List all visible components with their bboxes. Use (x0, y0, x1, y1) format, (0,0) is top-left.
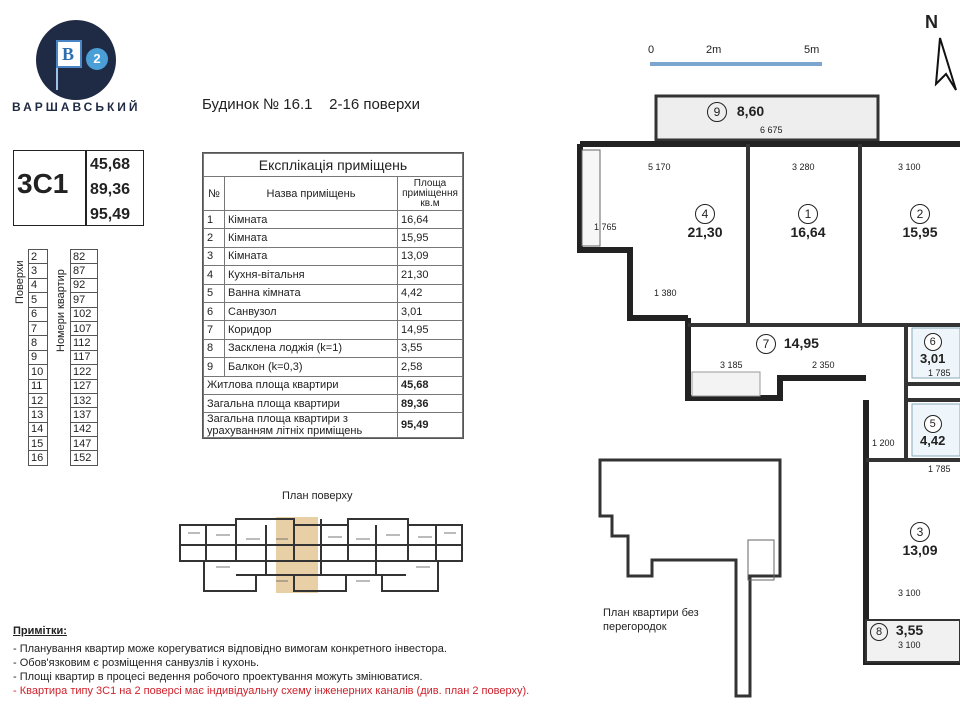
floor-number: 2 (29, 250, 48, 264)
room-4-dim-kitchen: 1 765 (594, 222, 617, 232)
floor-number: 5 (29, 293, 48, 307)
floors-label: Поверхи (14, 260, 26, 304)
explication-name: Кімната (225, 229, 398, 247)
explication-row (204, 339, 463, 357)
explication-row (204, 358, 463, 376)
room-5-area: 4,42 (920, 433, 946, 448)
explication-name: Коридор (225, 321, 398, 339)
apartment-number: 137 (71, 408, 98, 422)
floor-spacer (48, 451, 71, 465)
room-6-dim: 1 785 (928, 368, 951, 378)
open-plan-label: План квартири без перегородок (603, 607, 699, 633)
note-item: - Планування квартир може корегуватися відповідно вимогам конкретного інвестора. (13, 643, 447, 655)
explication-no: 6 (204, 302, 225, 320)
room-9-dim: 6 675 (760, 125, 783, 135)
floor-row (29, 365, 98, 379)
room-9-label (707, 102, 764, 122)
floor-number: 4 (29, 278, 48, 292)
room-7-dim-left: 3 185 (720, 360, 743, 370)
room-4-label (686, 204, 724, 240)
building-floors: 2-16 поверхи (329, 96, 420, 113)
total-name: Загальна площа квартири (204, 394, 398, 412)
room-7-number: 7 (756, 334, 776, 354)
explication-area: 3,55 (398, 339, 463, 357)
floor-number: 7 (29, 321, 48, 335)
highlighted-apartment (276, 517, 318, 593)
room-3-number: 3 (910, 522, 930, 542)
apt-numbers-label: Номери квартир (55, 269, 67, 352)
room-6-number: 6 (924, 333, 942, 351)
room-7-dim-right: 2 350 (812, 360, 835, 370)
explication-area: 16,64 (398, 211, 463, 229)
floor-row (29, 408, 98, 422)
explication-name: Кімната (225, 247, 398, 265)
explication-row (204, 284, 463, 302)
floor-number: 3 (29, 264, 48, 278)
note-item: - Обов'язковим є розміщення санвузлів і кухонь. (13, 657, 260, 669)
apartment-number: 142 (71, 422, 98, 436)
room-1-number: 1 (798, 204, 818, 224)
room-9-number: 9 (707, 102, 727, 122)
apartment-number: 92 (71, 278, 98, 292)
explication-row (204, 302, 463, 320)
explication-no: 1 (204, 211, 225, 229)
explication-total-row (204, 376, 463, 394)
logo-letter: В (62, 44, 75, 64)
apartment-number: 107 (71, 321, 98, 335)
room-3-label (898, 522, 942, 558)
floor-spacer (48, 365, 71, 379)
floors-label-wrap (14, 252, 26, 318)
explication-no: 8 (204, 339, 225, 357)
floor-row (29, 264, 98, 278)
floor-number: 10 (29, 365, 48, 379)
room-6-label (920, 332, 945, 366)
room-9-area: 8,60 (736, 103, 765, 119)
floor-row (29, 336, 98, 350)
floor-row (29, 250, 98, 264)
apartment-areas (90, 152, 130, 227)
total-area: 45,68 (398, 376, 463, 394)
floor-row (29, 307, 98, 321)
floor-row (29, 451, 98, 465)
explication-no: 2 (204, 229, 225, 247)
floor-spacer (48, 437, 71, 451)
floor-row (29, 321, 98, 335)
floor-spacer (48, 293, 71, 307)
floor-spacer (48, 350, 71, 364)
room-3-area: 13,09 (902, 542, 938, 558)
floor-number: 11 (29, 379, 48, 393)
explication-area: 2,58 (398, 358, 463, 376)
floor-number: 14 (29, 422, 48, 436)
building-number: Будинок № 16.1 (202, 96, 313, 113)
explication-name: Кімната (225, 211, 398, 229)
room-1-dim-width: 3 280 (792, 162, 815, 172)
floor-row (29, 379, 98, 393)
room-5-number: 5 (924, 415, 942, 433)
room-8-area: 3,55 (895, 622, 924, 638)
floor-row (29, 278, 98, 292)
total-name: Загальна площа квартири з урахуванням літніх приміщень (204, 413, 398, 438)
floor-plan-title: План поверху (282, 490, 353, 502)
total-area: 89,36 (398, 394, 463, 412)
apartment-number: 147 (71, 437, 98, 451)
explication-name: Кухня-вітальня (225, 266, 398, 284)
floor-spacer (48, 264, 71, 278)
explication-area: 13,09 (398, 247, 463, 265)
floor-number: 9 (29, 350, 48, 364)
room-1-area: 16,64 (790, 224, 826, 240)
floor-spacer (48, 393, 71, 407)
room-1-label (786, 204, 830, 240)
apartment-number: 152 (71, 451, 98, 465)
scale-label-0: 0 (648, 44, 655, 56)
floor-spacer (48, 379, 71, 393)
floor-row (29, 293, 98, 307)
apartment-number: 117 (71, 350, 98, 364)
north-label: N (925, 12, 938, 32)
explication-no: 5 (204, 284, 225, 302)
floor-number: 6 (29, 307, 48, 321)
building-title (202, 96, 420, 113)
explication-area: 3,01 (398, 302, 463, 320)
room-5-label (920, 414, 945, 448)
floor-plan-thumbnail (176, 515, 466, 595)
explication-no: 7 (204, 321, 225, 339)
room-2-dim-width: 3 100 (898, 162, 921, 172)
apartment-number: 112 (71, 336, 98, 350)
floor-spacer (48, 336, 71, 350)
floor-row (29, 393, 98, 407)
room-5-dim: 1 200 (872, 438, 895, 448)
explication-area: 21,30 (398, 266, 463, 284)
note-warning: - Квартира типу 3С1 на 2 поверсі має індивідуальну схему інженерних каналів (див. план 2 поверху). (13, 685, 530, 697)
notes (13, 624, 529, 698)
explication-area: 15,95 (398, 229, 463, 247)
floor-number: 15 (29, 437, 48, 451)
room-2-label (898, 204, 942, 240)
floor-spacer (48, 408, 71, 422)
scale-label-2m: 2m (706, 44, 722, 56)
apartment-number: 122 (71, 365, 98, 379)
logo-digit: 2 (86, 48, 108, 70)
open-plan-stair (748, 540, 774, 580)
room-3-dim-width: 3 100 (898, 588, 921, 598)
notes-title: Примітки: (13, 625, 67, 637)
room-4-dim-depth: 1 380 (654, 288, 677, 298)
explication-table (202, 152, 464, 439)
col-area-header: Площа приміщення кв.м (398, 177, 463, 211)
apartment-number: 132 (71, 393, 98, 407)
corridor-wardrobe (692, 372, 760, 396)
room-5-dim-width: 1 785 (928, 464, 951, 474)
scale-label-5m: 5m (804, 44, 820, 56)
floor-number: 13 (29, 408, 48, 422)
apartment-type: 3С1 (17, 168, 69, 199)
explication-no: 4 (204, 266, 225, 284)
room-2-area: 15,95 (902, 224, 938, 240)
area-living: 45,68 (90, 156, 131, 173)
explication-area: 14,95 (398, 321, 463, 339)
type-box-divider (85, 150, 87, 226)
area-total-summer: 95,49 (90, 206, 131, 223)
col-name-header: Назва приміщень (225, 177, 398, 211)
room-4-area: 21,30 (687, 224, 723, 240)
explication-name: Засклена лоджія (k=1) (225, 339, 398, 357)
apartment-number: 97 (71, 293, 98, 307)
room-4-number: 4 (695, 204, 715, 224)
room-2-number: 2 (910, 204, 930, 224)
explication-no: 9 (204, 358, 225, 376)
note-item: - Площі квартир в процесі ведення робочого проектування можуть змінюватися. (13, 671, 423, 683)
apartment-number: 82 (71, 250, 98, 264)
explication-row (204, 247, 463, 265)
floor-number: 12 (29, 393, 48, 407)
room-7-area: 14,95 (783, 335, 819, 351)
explication-area: 4,42 (398, 284, 463, 302)
room-4-dim-width: 5 170 (648, 162, 671, 172)
explication-total-row (204, 413, 463, 438)
explication-row (204, 266, 463, 284)
floor-number: 8 (29, 336, 48, 350)
explication-row (204, 229, 463, 247)
room-8-label (870, 622, 923, 641)
room-8-number: 8 (870, 623, 888, 641)
room-8-dim: 3 100 (898, 640, 921, 650)
floor-spacer (48, 250, 71, 264)
room-7-label (756, 334, 819, 354)
floor-spacer (48, 321, 71, 335)
total-name: Житлова площа квартири (204, 376, 398, 394)
apartment-number: 127 (71, 379, 98, 393)
explication-name: Балкон (k=0,3) (225, 358, 398, 376)
apartment-number: 102 (71, 307, 98, 321)
floor-number: 16 (29, 451, 48, 465)
explication-total-row (204, 394, 463, 412)
explication-name: Санвузол (225, 302, 398, 320)
floors-table (28, 249, 98, 466)
floor-spacer (48, 422, 71, 436)
explication-no: 3 (204, 247, 225, 265)
room-6-area: 3,01 (920, 351, 946, 366)
area-total: 89,36 (90, 181, 131, 198)
floor-row (29, 350, 98, 364)
floor-spacer (48, 307, 71, 321)
explication-row (204, 321, 463, 339)
brand-name: ВАРШАВСЬКИЙ (12, 100, 141, 114)
explication-title: Експлікація приміщень (204, 154, 463, 177)
apartment-number: 87 (71, 264, 98, 278)
explication-name: Ванна кімната (225, 284, 398, 302)
floor-spacer (48, 278, 71, 292)
floor-row (29, 437, 98, 451)
explication-row (204, 211, 463, 229)
col-no-header: № (204, 177, 225, 211)
total-area: 95,49 (398, 413, 463, 438)
floor-row (29, 422, 98, 436)
